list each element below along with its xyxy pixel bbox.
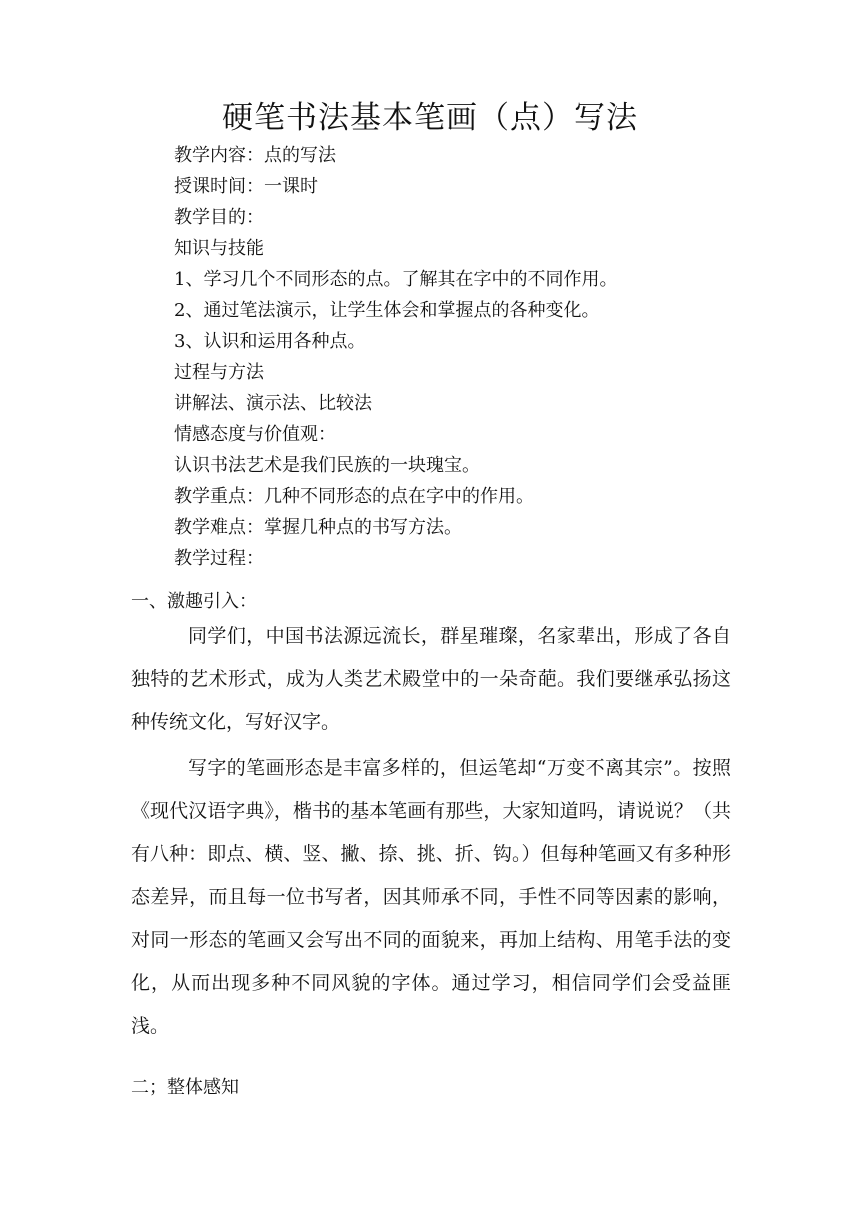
intro-paragraph: 同学们，中国书法源远流长，群星璀璨，名家辈出，形成了各自独特的艺术形式，成为人类艺术殿堂中的一朵奇葩。我们要继承弘扬这种传统文化，写好汉字。 bbox=[131, 625, 731, 733]
meta-line: 教学过程： bbox=[174, 548, 264, 569]
meta-line: 认识书法艺术是我们民族的一块瑰宝。 bbox=[174, 455, 480, 476]
strokes-paragraph: 写字的笔画形态是丰富多样的，但运笔却“万变不离其宗”。按照《现代汉语字典》，楷书的基本笔画有那些，大家知道吗，请说说？（共有八种：即点、横、竖、撇、捺、挑、折、钩。）但每种笔画又有多种形态差异，而且每一位书写者，因其师承不同，手性不同等因素的影响，对同一形态的笔画又会写出不同的面貌来，再加上结构、用笔手法的变化，从而出现多种不同风貌的字体。通过学习，相信同学们会受益匪浅。 bbox=[131, 757, 731, 1037]
meta-line: 1、学习几个不同形态的点。了解其在字中的不同作用。 bbox=[174, 269, 618, 290]
section-heading-overview: 二；整体感知 bbox=[131, 1077, 239, 1098]
meta-line: 过程与方法 bbox=[174, 362, 264, 383]
meta-line: 教学重点：几种不同形态的点在字中的作用。 bbox=[174, 486, 534, 507]
lesson-meta-list bbox=[174, 140, 617, 574]
meta-line: 教学目的： bbox=[174, 207, 264, 228]
meta-line: 情感态度与价值观： bbox=[174, 424, 336, 445]
meta-line: 授课时间：一课时 bbox=[174, 176, 318, 197]
meta-line: 2、通过笔法演示，让学生体会和掌握点的各种变化。 bbox=[174, 300, 600, 321]
meta-line: 教学内容：点的写法 bbox=[174, 145, 336, 166]
document-title: 硬笔书法基本笔画（点）写法 bbox=[222, 100, 638, 136]
meta-line: 知识与技能 bbox=[174, 238, 264, 259]
section-heading-intro: 一、激趣引入： bbox=[131, 591, 257, 612]
meta-line: 讲解法、演示法、比较法 bbox=[174, 393, 372, 414]
meta-line: 3、认识和运用各种点。 bbox=[174, 331, 366, 352]
meta-line: 教学难点：掌握几种点的书写方法。 bbox=[174, 517, 462, 538]
